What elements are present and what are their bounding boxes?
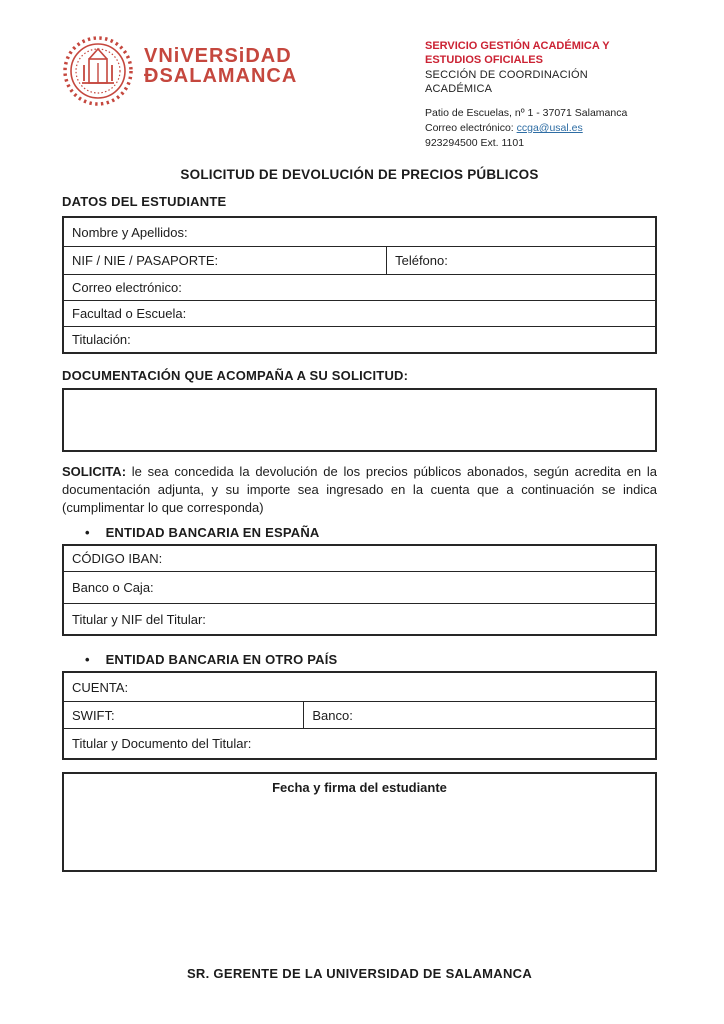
- id-field[interactable]: [64, 247, 386, 274]
- table-row: [64, 673, 655, 701]
- swift-field-label: SWIFT:: [72, 707, 115, 723]
- name-field[interactable]: [64, 218, 655, 246]
- id-field-label: NIF / NIE / PASAPORTE:: [72, 253, 219, 268]
- account-field[interactable]: [64, 673, 655, 701]
- bank-foreign-heading: ENTIDAD BANCARIA EN OTRO PAÍS: [105, 652, 338, 667]
- bullet-item-foreign: [62, 652, 657, 667]
- holder-doc-field[interactable]: [64, 729, 655, 758]
- iban-field[interactable]: [64, 546, 655, 571]
- service-email-line: [425, 121, 657, 136]
- student-table: [62, 216, 657, 354]
- usal-seal-icon: [62, 35, 134, 107]
- table-row: [64, 300, 655, 326]
- service-contact: [425, 106, 657, 151]
- bank-name-field[interactable]: [64, 572, 655, 603]
- footer-addressee: SR. GERENTE DE LA UNIVERSIDAD DE SALAMANCA: [186, 966, 533, 981]
- foreign-bank-field-label: Banco:: [312, 707, 353, 723]
- documentation-box[interactable]: [62, 388, 657, 452]
- section-heading-student: DATOS DEL ESTUDIANTE: [62, 194, 227, 209]
- section-heading-documentation: DOCUMENTACIÓN QUE ACOMPAÑA A SU SOLICITUD:: [62, 368, 409, 383]
- signature-box[interactable]: [62, 772, 657, 872]
- service-email-label: Correo electrónico:: [425, 122, 517, 134]
- table-row: [64, 603, 655, 634]
- service-title: SERVICIO GESTIÓN ACADÉMICA Y ESTUDIOS OFICIALES: [425, 40, 610, 66]
- faculty-field[interactable]: [64, 301, 655, 326]
- service-block: [425, 33, 657, 149]
- request-label: SOLICITA:: [62, 464, 127, 479]
- bank-foreign-table: [62, 671, 657, 760]
- bank-spain-heading: ENTIDAD BANCARIA EN ESPAÑA: [105, 525, 320, 540]
- table-row: [64, 218, 655, 246]
- service-address: Patio de Escuelas, nº 1 - 37071 Salamanca: [425, 107, 628, 119]
- swift-field[interactable]: [64, 702, 303, 728]
- holder-nif-field-label: Titular y NIF del Titular:: [72, 611, 206, 627]
- request-text: le sea concedida la devolución de los precios públicos abonados, según acredita en la documentación adjunta, y su importe sea ingresado en la cuenta que a continuación se indica (cumplimentar lo que corresponda): [62, 464, 657, 515]
- holder-nif-field[interactable]: [64, 604, 655, 634]
- table-row: [64, 728, 655, 758]
- service-phone: 923294500 Ext. 1101: [425, 137, 525, 149]
- phone-field[interactable]: [386, 247, 655, 274]
- request-paragraph: [62, 463, 657, 517]
- table-row: [64, 701, 655, 728]
- bullet-dot-icon: •: [85, 652, 90, 667]
- logo-wordmark-line2: ĐSALAMANCA: [144, 65, 298, 87]
- page-header: [62, 33, 657, 149]
- email-field[interactable]: [64, 275, 655, 300]
- table-row: [64, 326, 655, 352]
- iban-field-label: CÓDIGO IBAN:: [72, 551, 163, 566]
- name-field-label: Nombre y Apellidos:: [72, 224, 188, 240]
- bullet-item-spain: [62, 525, 657, 540]
- account-field-label: CUENTA:: [72, 679, 129, 695]
- table-row: [64, 274, 655, 300]
- phone-field-label: Teléfono:: [395, 253, 448, 268]
- university-logo: [62, 33, 297, 137]
- degree-field-label: Titulación:: [72, 332, 131, 347]
- holder-doc-field-label: Titular y Documento del Titular:: [72, 736, 252, 751]
- page-title: SOLICITUD DE DEVOLUCIÓN DE PRECIOS PÚBLICOS: [180, 167, 539, 182]
- bank-name-field-label: Banco o Caja:: [72, 580, 154, 595]
- signature-box-title: Fecha y firma del estudiante: [272, 780, 447, 795]
- service-section: SECCIÓN DE COORDINACIÓN ACADÉMICA: [425, 69, 588, 95]
- bank-spain-table: [62, 544, 657, 636]
- logo-wordmark-line1: VNiVERSiDAD: [144, 45, 292, 67]
- logo-wordmark: [144, 35, 297, 86]
- bullet-dot-icon: •: [85, 525, 90, 540]
- email-field-label: Correo electrónico:: [72, 280, 182, 295]
- faculty-field-label: Facultad o Escuela:: [72, 306, 187, 321]
- foreign-bank-field[interactable]: [303, 702, 655, 728]
- table-row: [64, 546, 655, 571]
- table-row: [64, 571, 655, 603]
- table-row: [64, 246, 655, 274]
- email-link[interactable]: ccga@usal.es: [516, 122, 583, 134]
- degree-field[interactable]: [64, 327, 655, 352]
